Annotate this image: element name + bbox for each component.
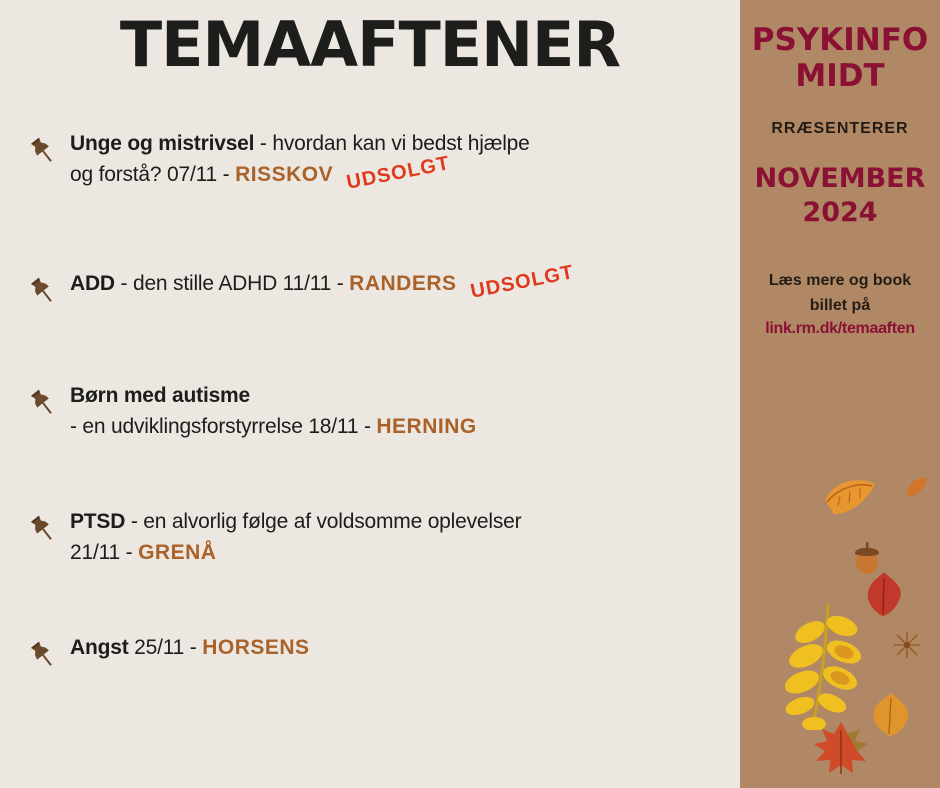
event-text bbox=[70, 380, 720, 442]
status-badge: UDSOLGT bbox=[344, 152, 452, 194]
brand-name-line1: PSYKINFO bbox=[751, 22, 929, 58]
list-item[interactable] bbox=[0, 261, 740, 380]
booking-info bbox=[740, 268, 940, 318]
event-lead: Unge og mistrivsel bbox=[70, 132, 255, 155]
pushpin-icon bbox=[26, 274, 60, 308]
presenter-label: RRÆSENTERER bbox=[771, 120, 909, 137]
event-lead: Børn med autisme bbox=[70, 384, 251, 407]
pushpin-icon bbox=[26, 134, 60, 168]
pushpin-icon bbox=[26, 638, 60, 672]
event-date: 21/11 - bbox=[70, 541, 139, 564]
events-list bbox=[0, 128, 740, 702]
event-description: 25/11 - bbox=[128, 636, 203, 659]
leaf-icon bbox=[904, 474, 930, 500]
list-item[interactable] bbox=[0, 380, 740, 506]
pushpin-icon bbox=[26, 512, 60, 546]
booking-text-line2: billet på bbox=[809, 297, 871, 314]
leaf-icon bbox=[868, 690, 914, 738]
sidebar bbox=[740, 0, 940, 788]
event-lead: Angst bbox=[70, 636, 129, 659]
booking-link[interactable]: link.rm.dk/temaaften bbox=[765, 320, 915, 337]
event-text bbox=[70, 632, 720, 663]
page-title: TEMAAFTENER bbox=[119, 8, 621, 81]
event-lead: PTSD bbox=[70, 510, 126, 533]
leaf-icon bbox=[820, 470, 880, 520]
event-place: RISSKOV bbox=[235, 163, 334, 186]
event-date: og forstå? 07/11 - bbox=[70, 163, 236, 186]
event-place: GRENÅ bbox=[138, 541, 217, 564]
month-label: NOVEMBER bbox=[754, 163, 926, 194]
event-text bbox=[70, 506, 720, 568]
year-label: 2024 bbox=[802, 197, 878, 228]
event-description: - en alvorlig følge af voldsomme oplevelser bbox=[125, 510, 522, 533]
event-text bbox=[70, 128, 720, 194]
event-place: HORSENS bbox=[202, 636, 310, 659]
acorn-icon bbox=[850, 540, 884, 576]
brand-name-line2: MIDT bbox=[795, 58, 885, 94]
event-description: - den stille ADHD 11/11 - bbox=[114, 272, 350, 295]
list-item[interactable] bbox=[0, 632, 740, 702]
event-description: - hvordan kan vi bedst hjælpe bbox=[254, 132, 530, 155]
event-place: RANDERS bbox=[349, 272, 457, 295]
booking-text-line1: Læs mere og book bbox=[768, 272, 912, 289]
event-place: HERNING bbox=[376, 415, 477, 438]
event-date: - en udviklingsforstyrrelse 18/11 - bbox=[70, 415, 377, 438]
maple-leaf-icon bbox=[810, 718, 872, 780]
event-text bbox=[70, 261, 720, 303]
pushpin-icon bbox=[26, 386, 60, 420]
list-item[interactable] bbox=[0, 506, 740, 632]
event-lead: ADD bbox=[70, 272, 115, 295]
leaf-icon bbox=[862, 570, 906, 618]
status-badge: UDSOLGT bbox=[468, 261, 576, 303]
seed-icon bbox=[892, 630, 922, 660]
list-item[interactable] bbox=[0, 128, 740, 268]
leaf-icon bbox=[770, 600, 880, 730]
